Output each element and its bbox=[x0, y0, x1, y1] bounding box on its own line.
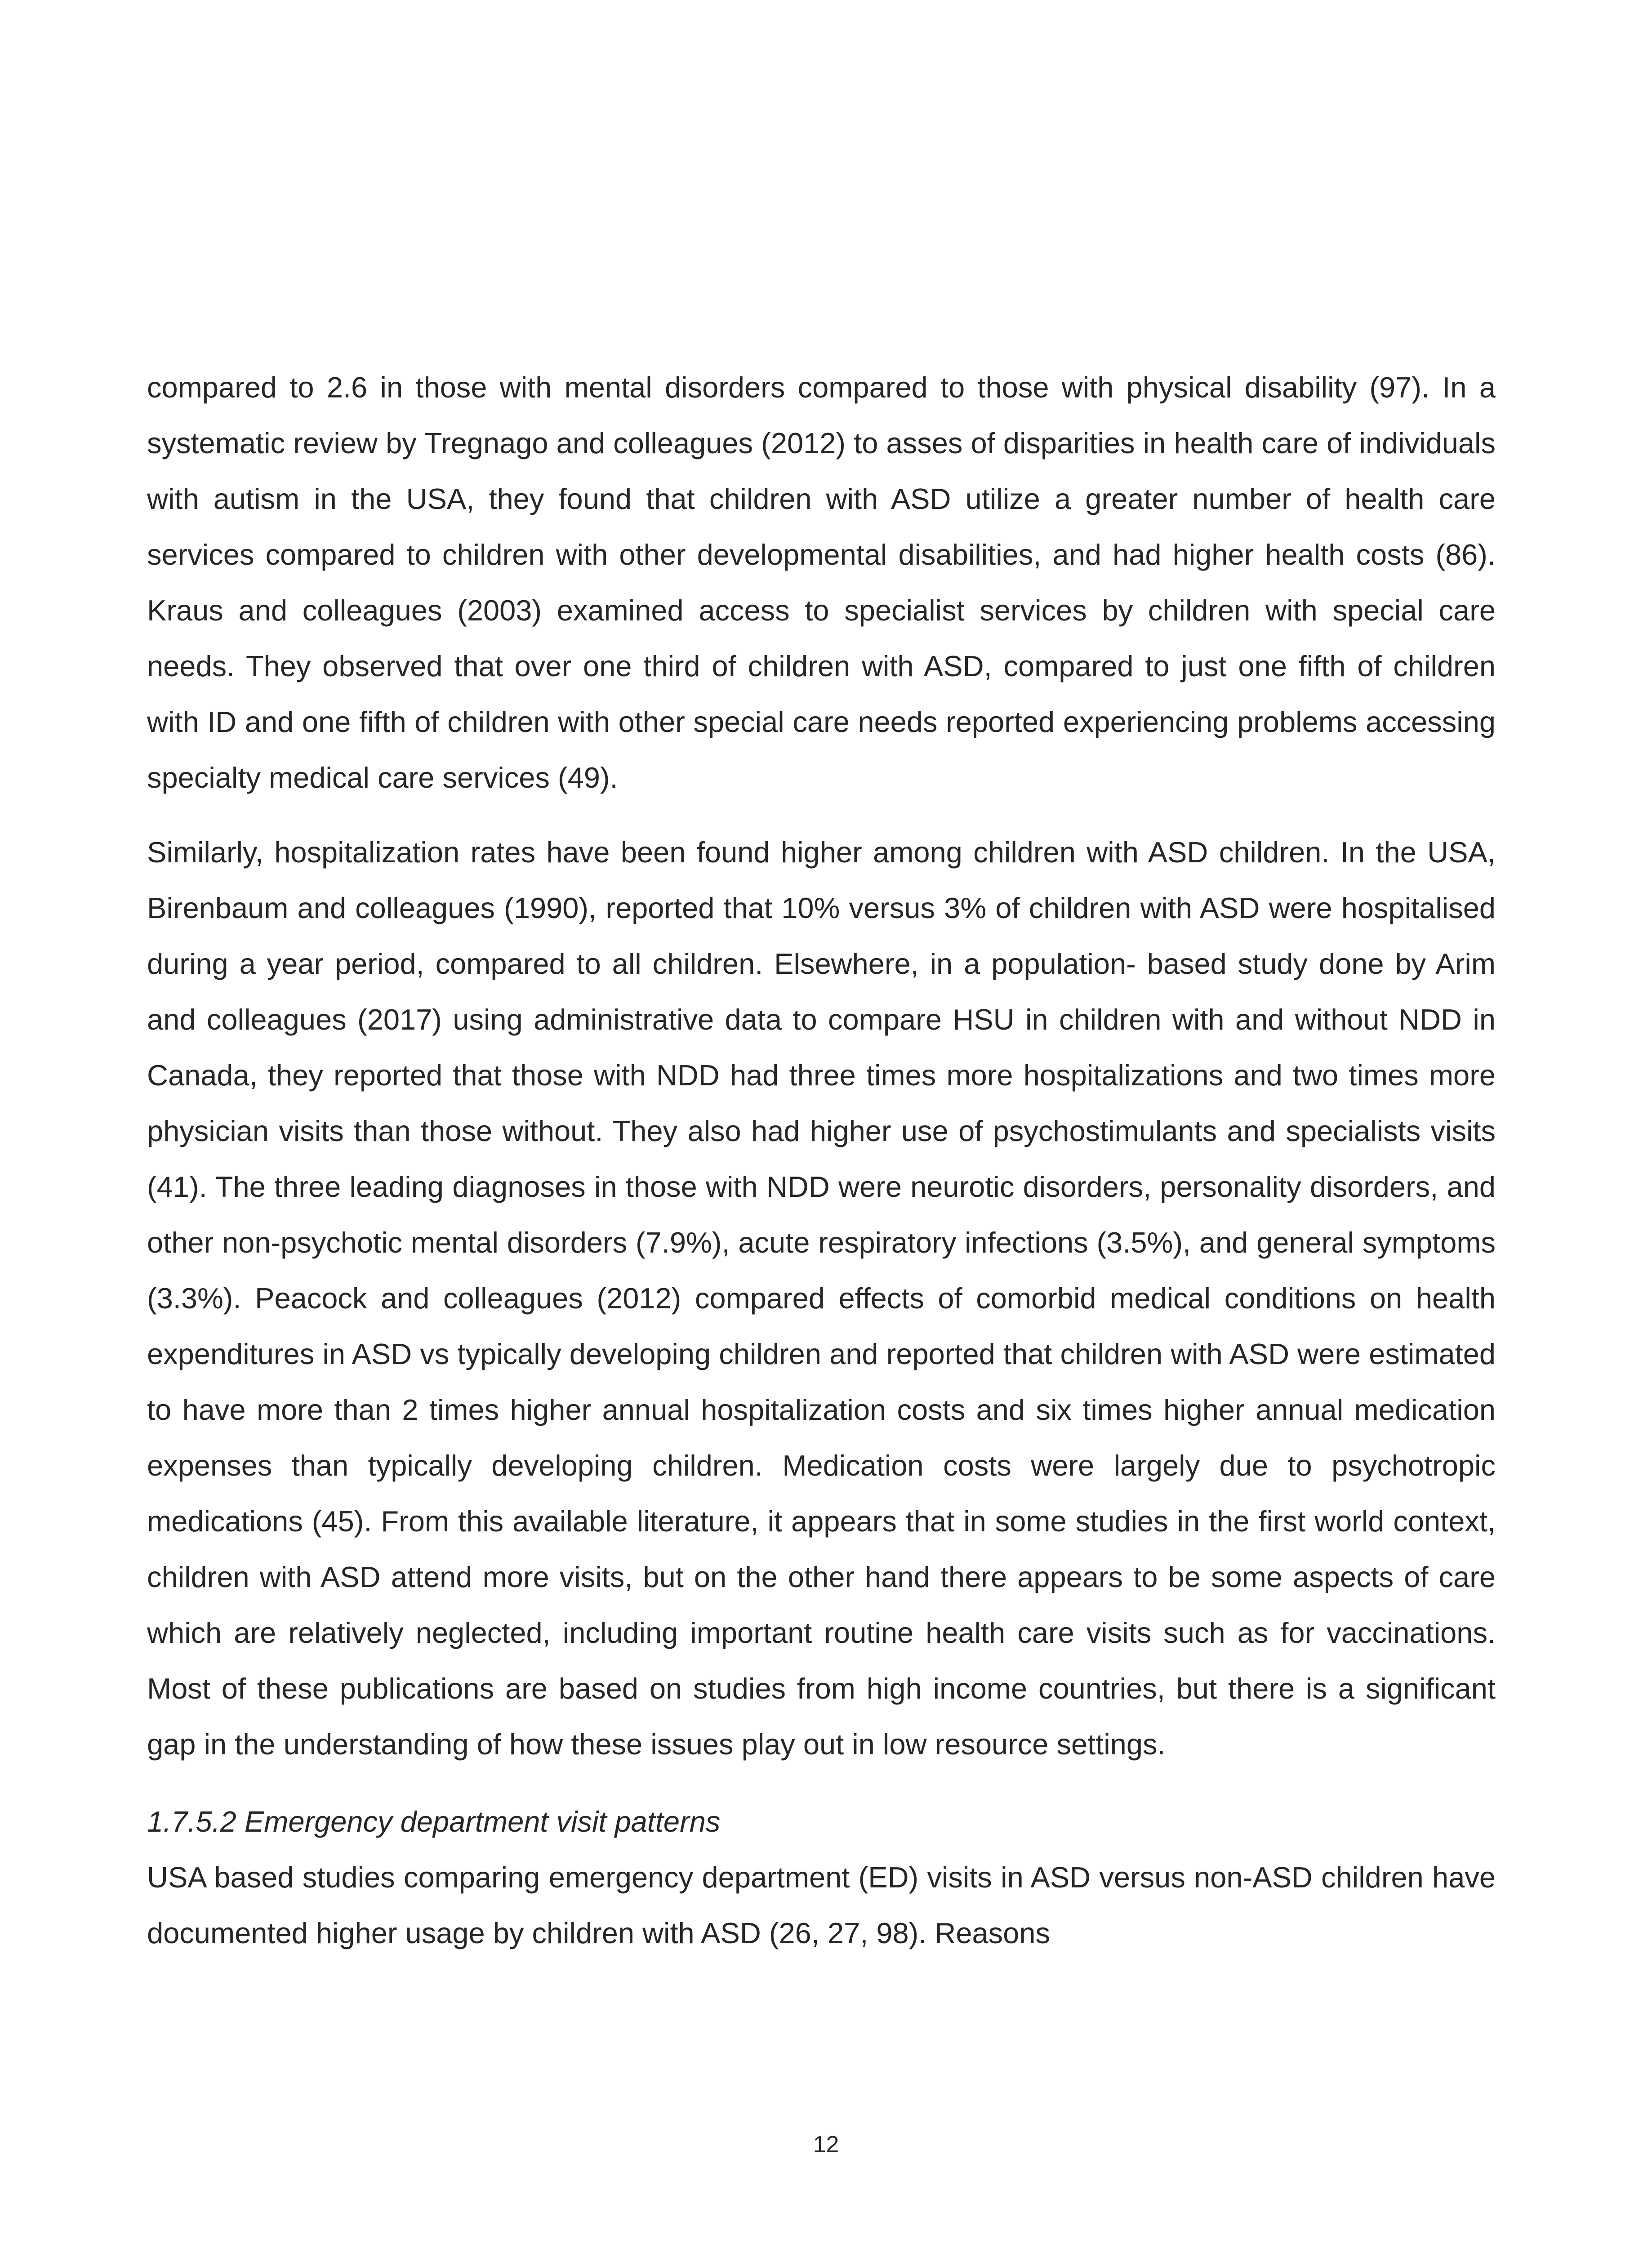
paragraph-3: USA based studies comparing emergency department (ED) visits in ASD versus non-ASD children have documented higher usage by children with ASD (26, 27, 98). Reasons bbox=[147, 1861, 1496, 1949]
page-number: 12 bbox=[813, 2132, 839, 2158]
paragraph-1: compared to 2.6 in those with mental disorders compared to those with physical disability (97). In a systematic review by Tregnago and colleagues (2012) to asses of disparities in health care of individuals with autism in the USA, they found that children with ASD utilize a greater number of health care services compared to children with other developmental disabilities, and had higher health costs (86). Kraus and colleagues (2003) examined access to specialist services by children with special care needs. They observed that over one third of children with ASD, compared to just one fifth of children with ID and one fifth of children with other special care needs reported experiencing problems accessing specialty medical care services (49). bbox=[147, 371, 1496, 794]
section-heading: 1.7.5.2 Emergency department visit patterns bbox=[147, 1805, 721, 1838]
body-text bbox=[147, 360, 1496, 1961]
paragraph-2: Similarly, hospitalization rates have been found higher among children with ASD children. In the USA, Birenbaum and colleagues (1990), reported that 10% versus 3% of children with ASD were hospitalised during a year period, compared to all children. Elsewhere, in a population- based study done by Arim and colleagues (2017) using administrative data to compare HSU in children with and without NDD in Canada, they reported that those with NDD had three times more hospitalizations and two times more physician visits than those without. They also had higher use of psychostimulants and specialists visits (41). The three leading diagnoses in those with NDD were neurotic disorders, personality disorders, and other non-psychotic mental disorders (7.9%), acute respiratory infections (3.5%), and general symptoms (3.3%). Peacock and colleagues (2012) compared effects of comorbid medical conditions on health expenditures in ASD vs typically developing children and reported that children with ASD were estimated to have more than 2 times higher annual hospitalization costs and six times higher annual medication expenses than typically developing children. Medication costs were largely due to psychotropic medications (45). From this available literature, it appears that in some studies in the first world context, children with ASD attend more visits, but on the other hand there appears to be some aspects of care which are relatively neglected, including important routine health care visits such as for vaccinations. Most of these publications are based on studies from high income countries, but there is a significant gap in the understanding of how these issues play out in low resource settings. bbox=[147, 836, 1496, 1761]
